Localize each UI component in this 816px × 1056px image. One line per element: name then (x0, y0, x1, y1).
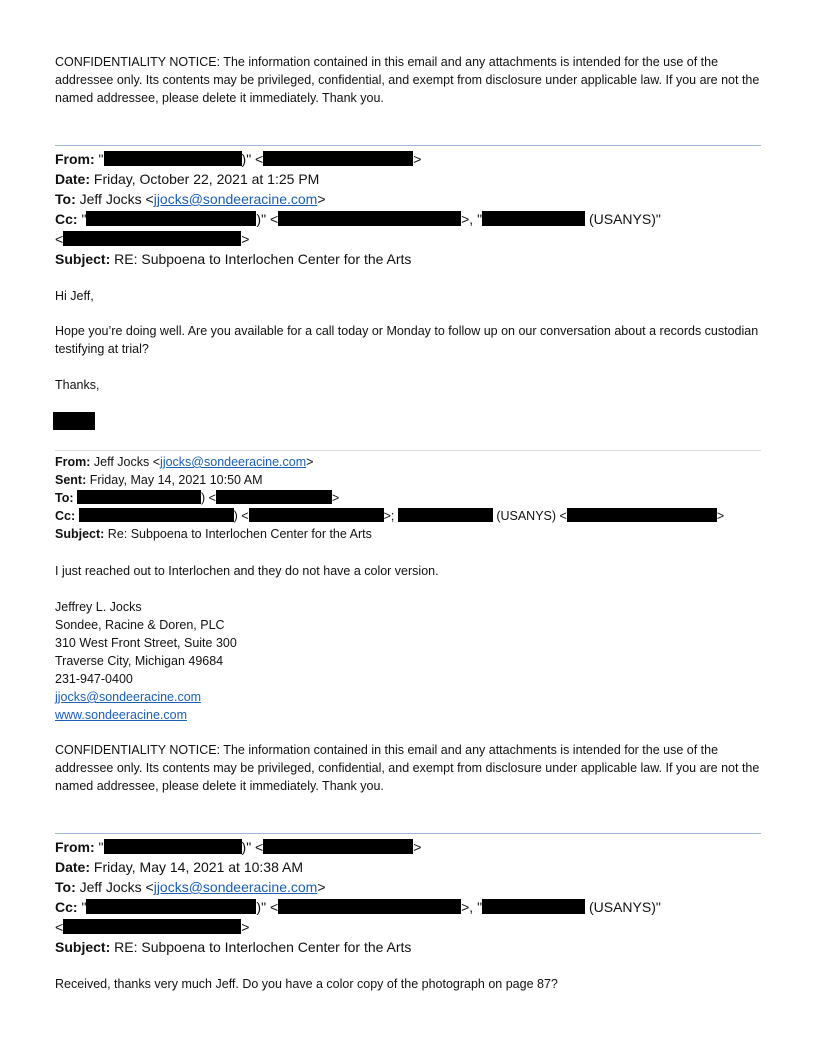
email-divider (55, 450, 761, 451)
redaction-block (263, 151, 413, 166)
subject-line (55, 249, 765, 269)
subject-value: RE: Subpoena to Interlochen Center for the Arts (114, 939, 412, 955)
signature-city: Traverse City, Michigan 49684 (55, 654, 224, 668)
cc-line-continued: < > (55, 231, 250, 247)
from-label: From: (55, 455, 91, 469)
date-label: Date: (55, 171, 91, 187)
redaction-block (216, 490, 332, 504)
confidentiality-notice-text: CONFIDENTIALITY NOTICE: The information contained in this email and any attachments is intended for the use of the addressee only. Its contents may be privileged, confidential, and exempt from disclosure under applicable law. If you are not the named addressee, please delete it immediately. Thank you. (55, 743, 760, 793)
to-email-link[interactable]: jjocks@sondeeracine.com (153, 191, 318, 207)
signature-phone: 231-947-0400 (55, 672, 133, 686)
redaction-block (482, 899, 585, 914)
redaction-block (63, 919, 241, 934)
cc-line: Cc: " )" < >, " (USANYS)" (55, 211, 661, 227)
redaction-block (398, 508, 493, 522)
subject-label: Subject: (55, 251, 111, 267)
redacted-signature (53, 412, 95, 430)
from-line: From: " )" < > (55, 151, 422, 167)
sent-value: Friday, May 14, 2021 10:50 AM (89, 473, 263, 487)
greeting: Hi Jeff, (55, 289, 94, 303)
email-header (55, 453, 765, 543)
redaction-block (86, 899, 256, 914)
subject-label: Subject: (55, 939, 111, 955)
signature-email-link[interactable]: jjocks@sondeeracine.com (55, 690, 202, 704)
cc-label: Cc: (55, 899, 78, 915)
body-text: Hope you’re doing well. Are you available for a call today or Monday to follow up on our conversation about a records custodian testifying at trial? (55, 324, 759, 356)
date-value: Friday, October 22, 2021 at 1:25 PM (93, 171, 320, 187)
to-line: To: ) < > (55, 491, 340, 505)
from-email-link[interactable]: jjocks@sondeeracine.com (160, 455, 307, 469)
signature-street: 310 West Front Street, Suite 300 (55, 636, 237, 650)
cc-suffix: (USANYS)" (588, 899, 661, 915)
email-body (55, 975, 765, 993)
to-label: To: (55, 491, 74, 505)
from-label: From: (55, 839, 95, 855)
from-label: From: (55, 151, 95, 167)
date-label: Date: (55, 859, 91, 875)
date-line (55, 169, 765, 189)
redaction-block (263, 839, 413, 854)
from-line: From: " )" < > (55, 839, 422, 855)
signature-block (55, 598, 765, 724)
email-body (55, 287, 765, 305)
to-email-link[interactable]: jjocks@sondeeracine.com (153, 879, 318, 895)
redaction-block (104, 839, 242, 854)
closing-text: Thanks, (55, 378, 100, 392)
redaction-block (249, 508, 384, 522)
cc-line: Cc: " )" < >, " (USANYS)" (55, 899, 661, 915)
redaction-block (63, 231, 241, 246)
email-divider (55, 145, 761, 146)
cc-suffix: (USANYS)" (588, 211, 661, 227)
confidentiality-notice (55, 53, 765, 107)
email-header (55, 837, 765, 957)
cc-line: Cc: ) < >; (USANYS) < > (55, 509, 725, 523)
to-label: To: (55, 191, 76, 207)
body-text: I just reached out to Interlochen and they do not have a color version. (55, 564, 439, 578)
email-closing (55, 376, 765, 394)
redaction-block (86, 211, 256, 226)
subject-value: RE: Subpoena to Interlochen Center for the Arts (114, 251, 412, 267)
confidentiality-notice (55, 741, 765, 795)
email-body-paragraph (55, 322, 765, 358)
redaction-block (482, 211, 585, 226)
subject-label: Subject: (55, 527, 105, 541)
email-body (55, 562, 765, 580)
redaction-block (567, 508, 717, 522)
date-value: Friday, May 14, 2021 at 10:38 AM (93, 859, 303, 875)
to-name: Jeff Jocks (79, 879, 142, 895)
sent-label: Sent: (55, 473, 87, 487)
subject-line (55, 525, 765, 543)
to-name: Jeff Jocks (79, 191, 142, 207)
from-name: Jeff Jocks (93, 455, 150, 469)
to-line: To: Jeff Jocks <jjocks@sondeeracine.com> (55, 879, 326, 895)
signature-name: Jeffrey L. Jocks (55, 600, 142, 614)
date-line (55, 857, 765, 877)
to-line: To: Jeff Jocks <jjocks@sondeeracine.com> (55, 191, 326, 207)
cc-suffix: (USANYS) (496, 509, 557, 523)
email-divider (55, 833, 761, 834)
subject-value: Re: Subpoena to Interlochen Center for the Arts (107, 527, 372, 541)
from-line: From: Jeff Jocks <jjocks@sondeeracine.com> (55, 455, 314, 469)
confidentiality-notice-text: CONFIDENTIALITY NOTICE: The information contained in this email and any attachments is intended for the use of the addressee only. Its contents may be privileged, confidential, and exempt from disclosure under applicable law. If you are not the named addressee, please delete it immediately. Thank you. (55, 55, 760, 105)
redaction-block (79, 508, 234, 522)
subject-line (55, 937, 765, 957)
email-header (55, 149, 765, 269)
redaction-block (104, 151, 242, 166)
cc-label: Cc: (55, 211, 78, 227)
body-text: Received, thanks very much Jeff. Do you have a color copy of the photograph on page 87? (55, 977, 558, 991)
signature-firm: Sondee, Racine & Doren, PLC (55, 618, 225, 632)
redaction-block (77, 490, 201, 504)
cc-line-continued: < > (55, 919, 250, 935)
cc-label: Cc: (55, 509, 76, 523)
redaction-block (278, 899, 461, 914)
redaction-block (278, 211, 461, 226)
signature-website-link[interactable]: www.sondeeracine.com (55, 708, 188, 722)
to-label: To: (55, 879, 76, 895)
sent-line (55, 471, 765, 489)
